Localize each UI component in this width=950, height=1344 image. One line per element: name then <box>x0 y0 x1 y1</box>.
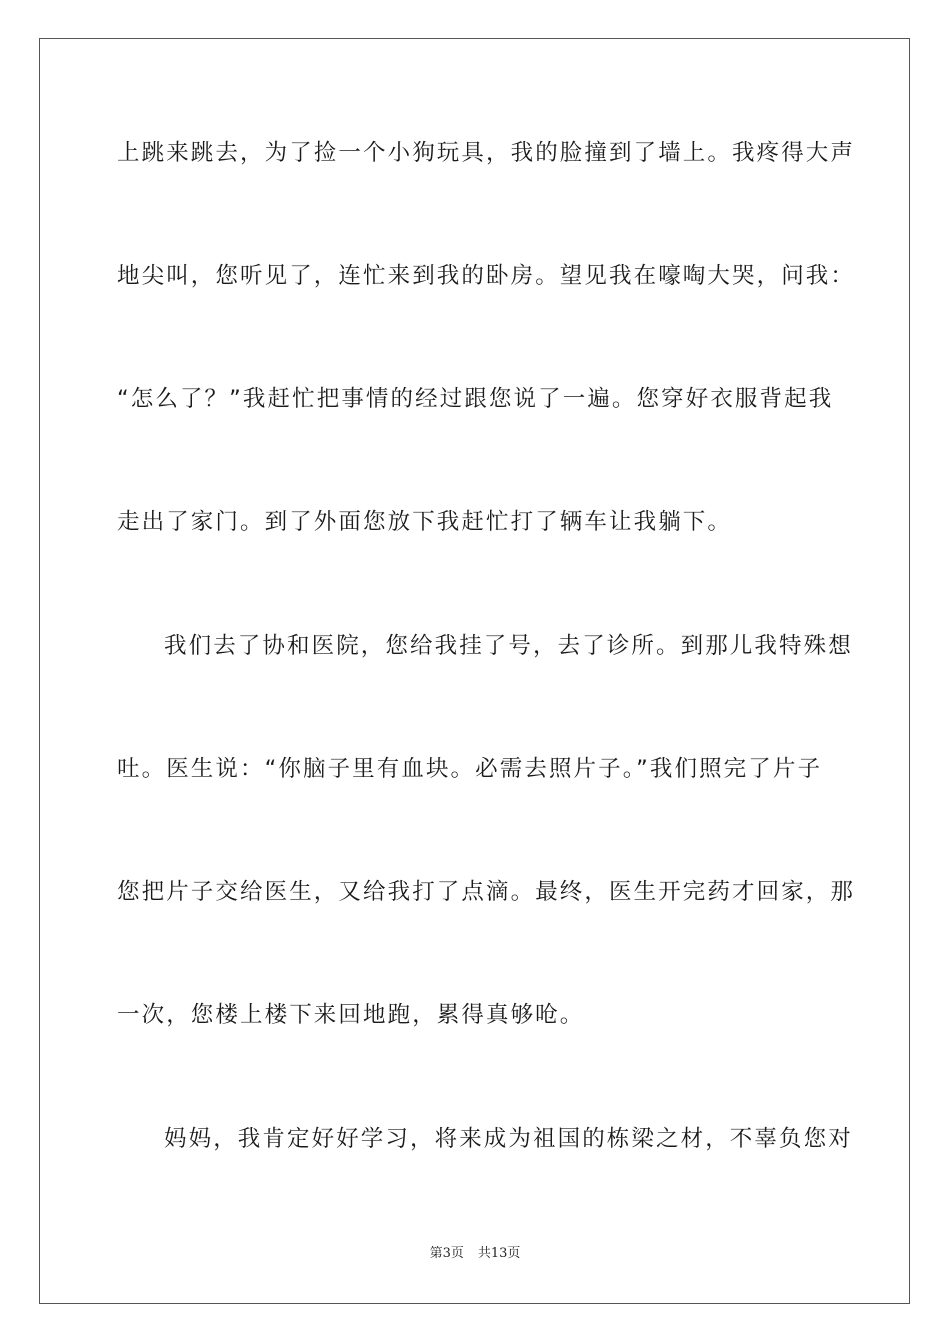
page-number: 第3页 <box>429 1246 464 1261</box>
text-line: 上跳来跳去，为了捡一个小狗玩具，我的脸撞到了墙上。我疼得大声 <box>117 140 856 166</box>
page-frame <box>39 38 910 1304</box>
page-footer <box>0 1245 950 1263</box>
page-total: 共13页 <box>477 1246 521 1261</box>
text-line: 一次，您楼上楼下来回地跑，累得真够呛。 <box>117 1002 585 1028</box>
paragraph-start-line: 我们去了协和医院，您给我挂了号，去了诊所。到那儿我特殊想 <box>164 633 853 659</box>
paragraph-start-line: 妈妈，我肯定好好学习，将来成为祖国的栋梁之材，不辜负您对 <box>164 1126 853 1152</box>
text-line: 走出了家门。到了外面您放下我赶忙打了辆车让我躺下。 <box>117 509 733 535</box>
text-line: 地尖叫，您听见了，连忙来到我的卧房。望见我在嚎啕大哭，问我： <box>117 263 856 289</box>
text-line: 您把片子交给医生，又给我打了点滴。最终，医生开完药才回家，那 <box>117 879 856 905</box>
text-line: “怎么了？”我赶忙把事情的经过跟您说了一遍。您穿好衣服背起我 <box>117 386 834 412</box>
text-line: 吐。医生说：“你脑子里有血块。必需去照片子。”我们照完了片子 <box>117 756 823 782</box>
